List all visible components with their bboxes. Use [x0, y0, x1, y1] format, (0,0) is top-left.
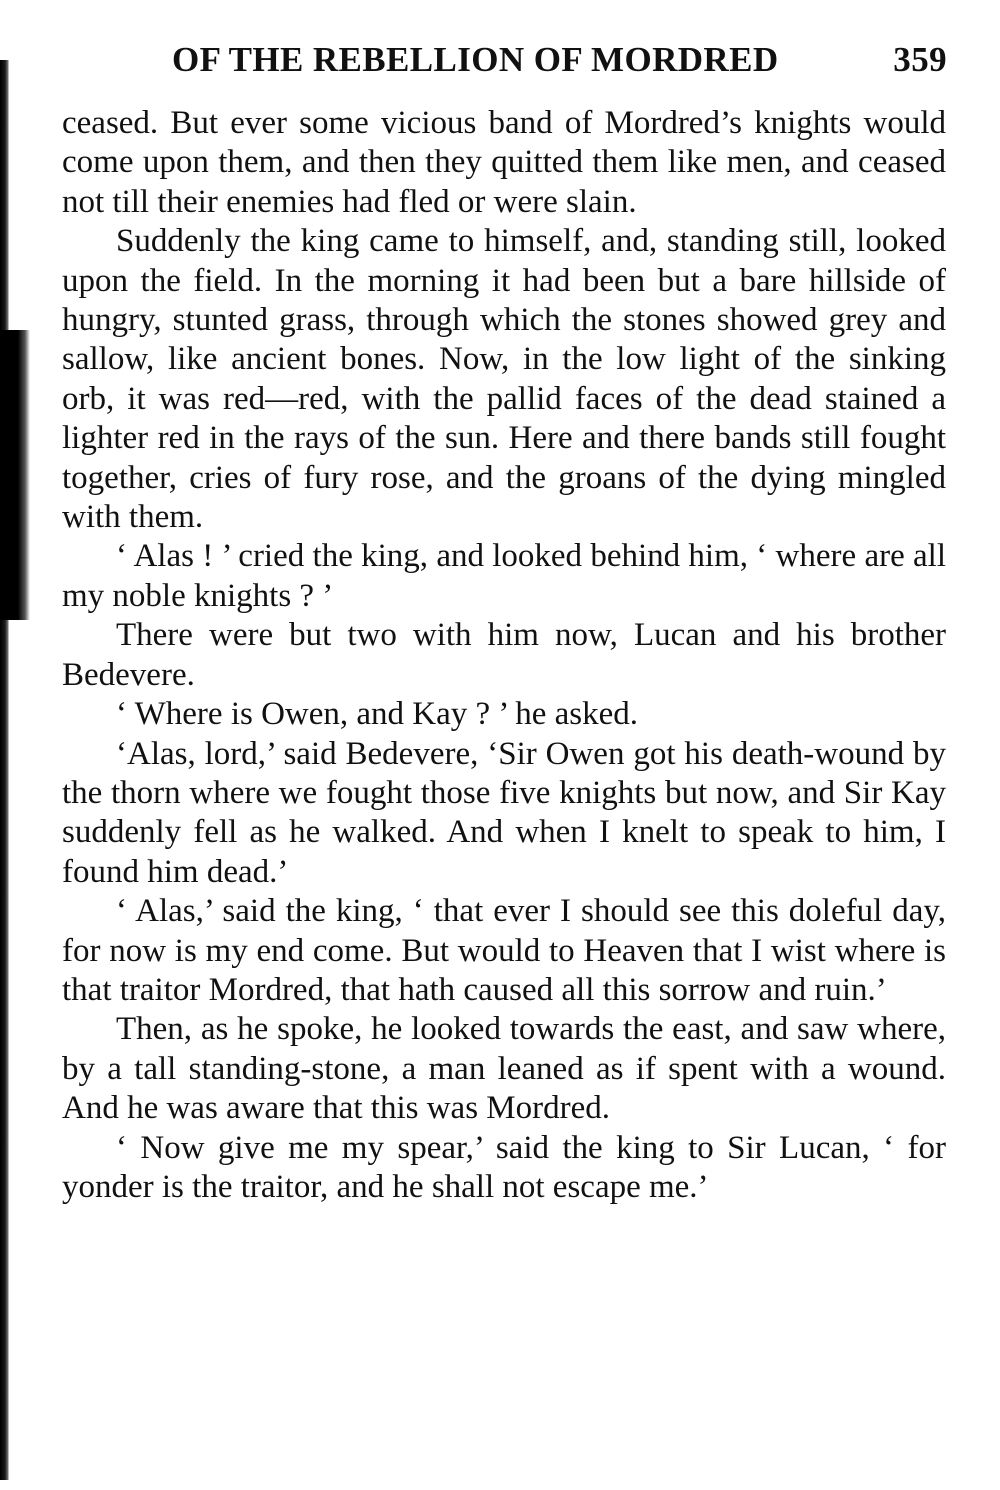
paragraph-dialogue: ‘ Alas ! ’ cried the king, and looked behind him, ‘ where are all my noble knights ? ’ — [62, 538, 946, 614]
body-text — [62, 104, 946, 1207]
chapter-title: OF THE REBELLION OF MORDRED — [172, 40, 779, 79]
paragraph: There were but two with him now, Lucan and his brother Bedevere. — [62, 617, 946, 693]
page-binding-shadow — [0, 330, 30, 620]
paragraph-dialogue: ‘ Alas,’ said the king, ‘ that ever I should see this doleful day, for now is my end come. But would to Heaven that I wist where is that traitor Mordred, that hath caused all this sorrow and ruin.’ — [62, 893, 946, 1008]
paragraph-dialogue: ‘ Where is Owen, and Kay ? ’ he asked. — [116, 696, 638, 733]
paragraph: Then, as he spoke, he looked towards the east, and saw where, by a tall standing-stone, a man leaned as if spent with a wound. And he was aware that this was Mordred. — [62, 1011, 946, 1127]
paragraph: Suddenly the king came to himself, and, standing still, looked upon the field. In the morning it had been but a bare hillside of hungry, stunted grass, through which the stones showed grey and sallow, like ancient bones. Now, in the low light of the sinking orb, it was red—red, with the pallid faces of the dead stained a lighter red in the rays of the sun. Here and there bands still fought together, cries of fury rose, and the groans of the dying mingled with them. — [62, 223, 946, 536]
paragraph-dialogue: ‘Alas, lord,’ said Bedevere, ‘Sir Owen got his death-wound by the thorn where we fought those five knights but now, and Sir Kay suddenly fell as he walked. And when I knelt to speak to him, I found him dead.’ — [62, 735, 946, 890]
page-number: 359 — [893, 40, 947, 79]
running-head — [172, 40, 947, 86]
paragraph-dialogue: ‘ Now give me my spear,’ said the king to Sir Lucan, ‘ for yonder is the traitor, and he shall not escape me.’ — [62, 1129, 946, 1205]
paragraph-continued: ceased. But ever some vicious band of Mordred’s knights would come upon them, and then they quitted them like men, and ceased not till their enemies had fled or were slain. — [62, 105, 946, 220]
page-binding-edge — [0, 60, 9, 1480]
